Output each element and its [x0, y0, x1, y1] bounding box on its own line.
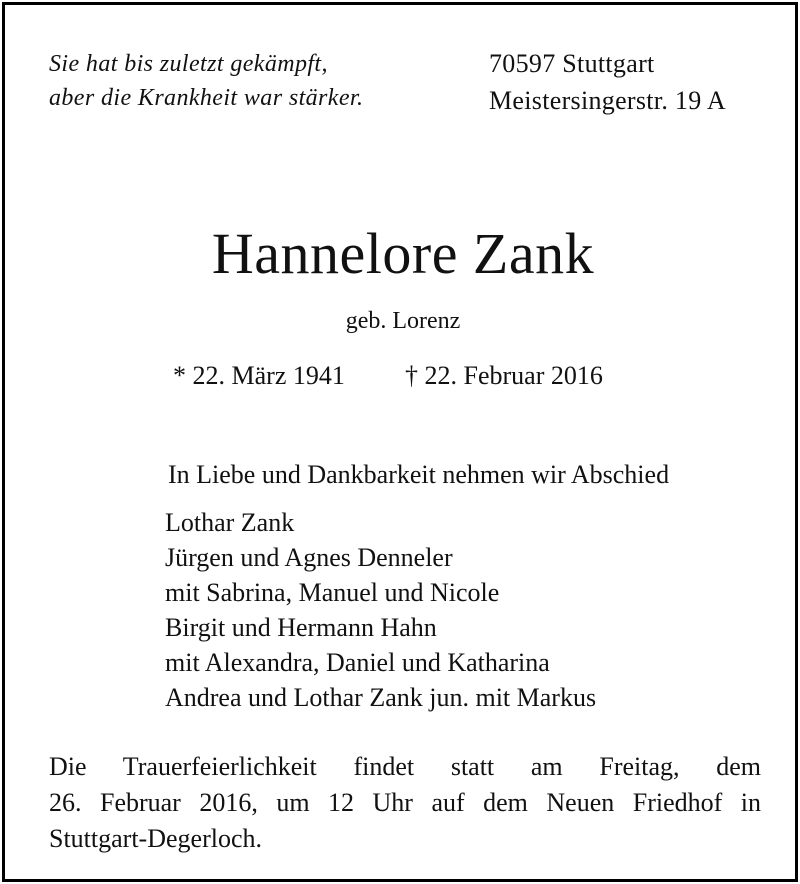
family-address: [489, 45, 726, 119]
motto-line-1: Sie hat bis zuletzt gekämpft,: [49, 51, 328, 77]
ceremony-line-2: 26. Februar 2016, um 12 Uhr auf dem Neuen Friedhof in: [49, 788, 761, 817]
obituary-notice: [2, 2, 798, 882]
motto-quote: [49, 47, 363, 115]
address-city: 70597 Stuttgart: [489, 49, 655, 78]
funeral-announcement: [49, 749, 761, 857]
mourner-entry: mit Sabrina, Manuel und Nicole: [165, 578, 500, 607]
address-street: Meistersingerstr. 19 A: [489, 86, 726, 115]
farewell-line: In Liebe und Dankbarkeit nehmen wir Abschied: [168, 460, 670, 489]
deceased-name: Hannelore Zank: [211, 221, 595, 286]
ceremony-line-3: Stuttgart-Degerloch.: [49, 824, 262, 853]
maiden-name: geb. Lorenz: [345, 308, 461, 334]
mourner-entry: Andrea und Lothar Zank jun. mit Markus: [165, 683, 597, 712]
birth-date: * 22. März 1941: [173, 361, 345, 390]
mourners-list: [165, 505, 596, 715]
ceremony-line-1: Die Trauerfeierlichkeit findet statt am Freitag, dem: [49, 752, 761, 781]
death-date: † 22. Februar 2016: [405, 361, 603, 390]
mourner-entry: Lothar Zank: [165, 508, 295, 537]
mourner-entry: mit Alexandra, Daniel und Katharina: [165, 648, 550, 677]
mourner-entry: Birgit und Hermann Hahn: [165, 613, 437, 642]
motto-line-2: aber die Krankheit war stärker.: [49, 85, 364, 111]
mourner-entry: Jürgen und Agnes Denneler: [165, 543, 453, 572]
